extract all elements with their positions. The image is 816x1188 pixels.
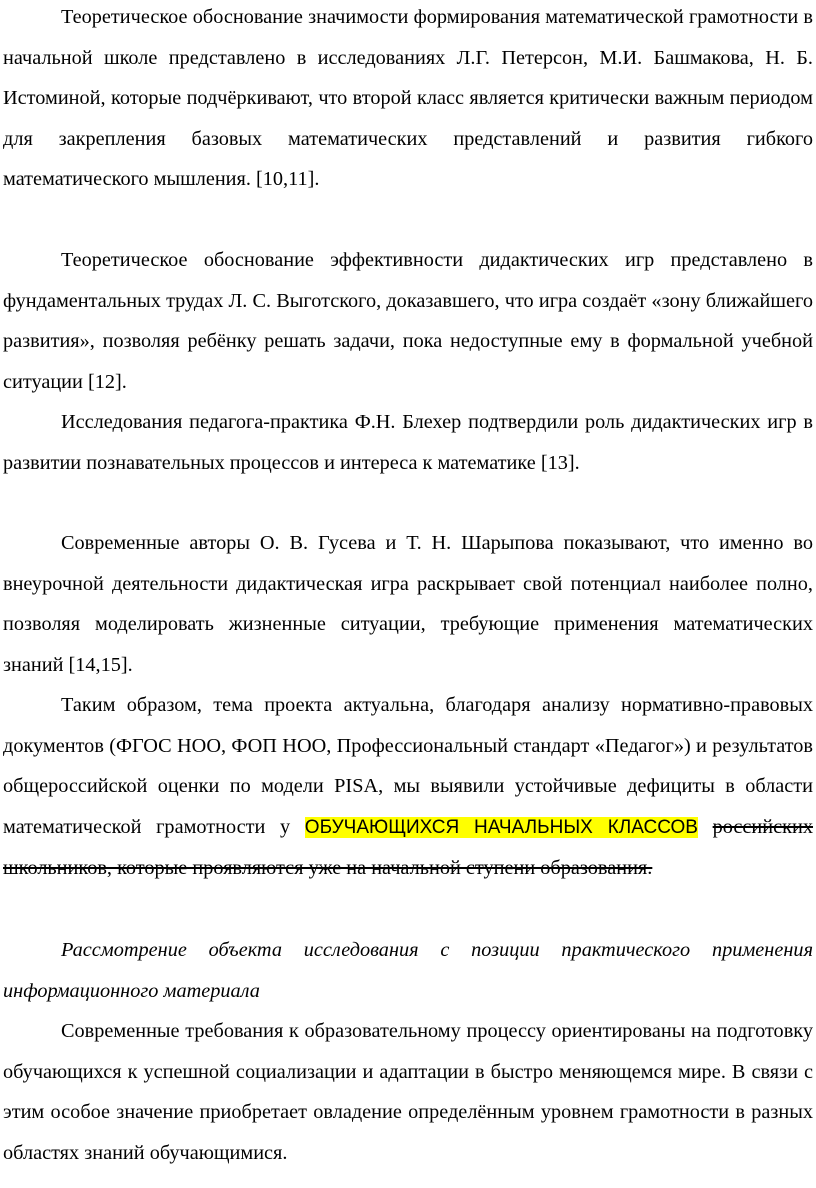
- paragraph-modern-authors: Современные авторы О. В. Гусева и Т. Н. Шарыпова показывают, что именно во внеурочной деятельности дидактическая игра раскрывает свой потенциал наиболее полно, позволяя моделировать жизненные ситуации, требующие применения математических знаний [14,15].: [3, 532, 813, 676]
- highlighted-insertion: ОБУЧАЮЩИХСЯ НАЧАЛЬНЫХ КЛАССОВ: [304, 816, 698, 838]
- conclusion-main-text: Таким образом, тема проекта актуальна, благодаря анализу нормативно-правовых документов (ФГОС НОО, ФОП НОО, Профессиональный стандарт «Педагог») и результатов общероссийской оценки по модели PISA, мы выявили устойчивые дефициты в области математической грамотности у: [3, 694, 813, 838]
- paragraph-theoretical-basis-literacy: Теоретическое обоснование значимости формирования математической грамотности в начальной школе представлено в исследованиях Л.Г. Петерсон, М.И. Башмакова, Н. Б. Истоминой, которые подчёркивают, что второй класс является критически важным периодом для закрепления базовых математических представлений и развития гибкого математического мышления. [10,11].: [3, 6, 813, 191]
- italic-section-heading: Рассмотрение объекта исследования с позиции практического применения информационного материала: [3, 939, 813, 1002]
- spacer: [698, 816, 713, 838]
- paragraph-blekher-research: Исследования педагога-практика Ф.Н. Блехер подтвердили роль дидактических игр в развитии познавательных процессов и интереса к математике [13].: [3, 411, 813, 474]
- paragraph-conclusion-relevance: [3, 685, 813, 889]
- paragraph-modern-requirements: Современные требования к образовательному процессу ориентированы на подготовку обучающихся к успешной социализации и адаптации в быстро меняющемся мире. В связи с этим особое значение приобретает овладение определённым уровнем грамотности в разных областях знаний обучающимися.: [3, 1020, 813, 1164]
- strikethrough-deletion: российских школьников, которые проявляются уже на начальной ступени образования.: [3, 815, 813, 880]
- paragraph-didactic-games-basis: Теоретическое обоснование эффективности дидактических игр представлено в фундаментальных трудах Л. С. Выготского, доказавшего, что игра создаёт «зону ближайшего развития», позволяя ребёнку решать задачи, пока недоступные ему в формальной учебной ситуации [12].: [3, 249, 813, 393]
